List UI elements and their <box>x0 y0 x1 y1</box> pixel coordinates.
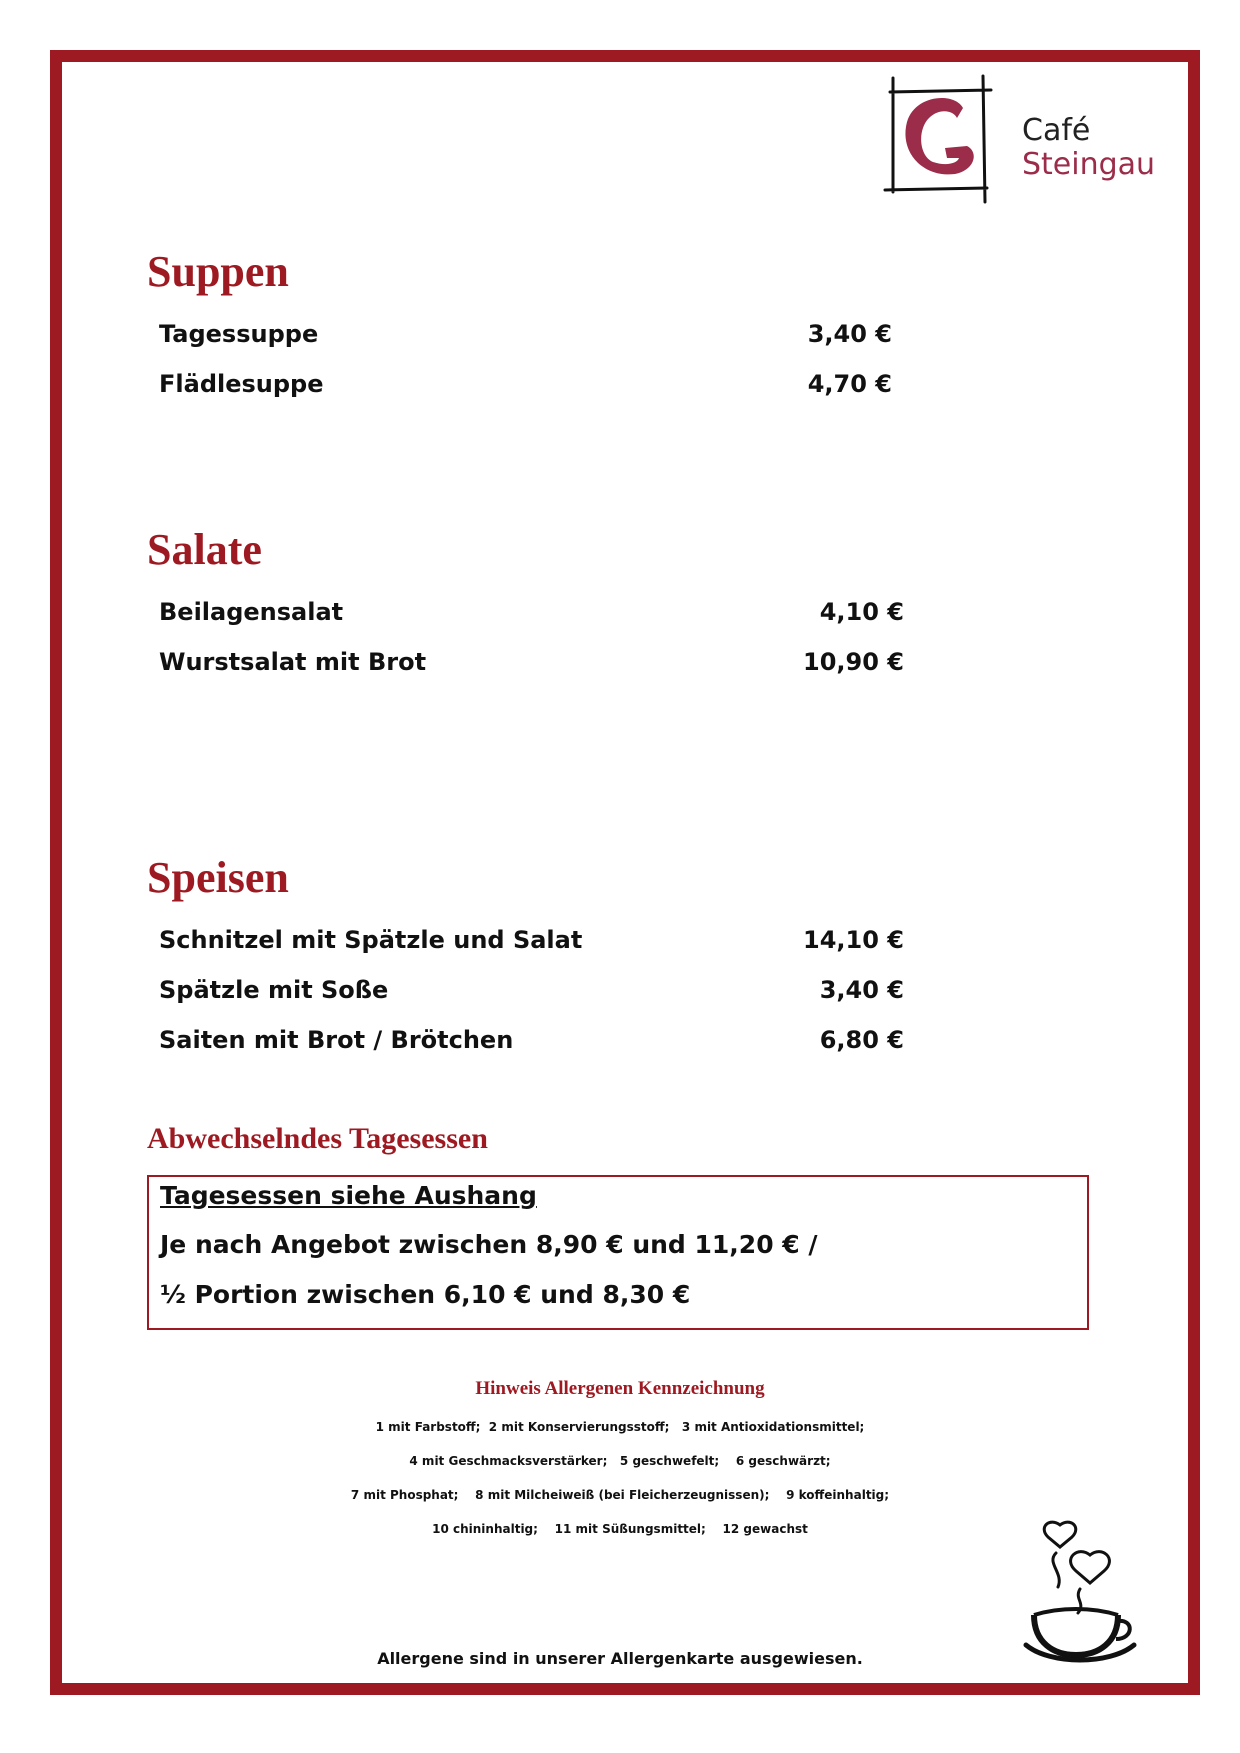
section-title-suppen: Suppen <box>147 247 289 296</box>
menu-item-price: 4,70 € <box>807 370 892 398</box>
menu-item-price: 10,90 € <box>803 648 904 676</box>
allergen-footer-note: Allergene sind in unserer Allergenkarte ausgewiesen. <box>377 1649 863 1668</box>
logo-text <box>1022 114 1155 182</box>
allergen-line: 1 mit Farbstoff; 2 mit Konservierungsstoff; 3 mit Antioxidationsmittel; <box>375 1420 865 1434</box>
menu-item-price: 3,40 € <box>819 976 904 1004</box>
tagesessen-line-3: ½ Portion zwischen 6,10 € und 8,30 € <box>160 1280 691 1309</box>
section-title-salate: Salate <box>147 525 262 574</box>
menu-item-name: Tagessuppe <box>159 320 319 348</box>
allergen-line: 4 mit Geschmacksverstärker; 5 geschwefelt; 6 geschwärzt; <box>409 1454 831 1468</box>
menu-item-price: 6,80 € <box>819 1026 904 1054</box>
allergen-line: 7 mit Phosphat; 8 mit Milcheiweiß (bei Fleicherzeugnissen); 9 koffeinhaltig; <box>350 1488 890 1502</box>
menu-item-price: 4,10 € <box>819 598 904 626</box>
menu-item-price: 14,10 € <box>803 926 904 954</box>
tagesessen-line-2: Je nach Angebot zwischen 8,90 € und 11,20 € / <box>160 1230 818 1259</box>
allergen-title: Hinweis Allergenen Kennzeichnung <box>475 1378 765 1399</box>
section-title-speisen: Speisen <box>147 853 289 902</box>
menu-item-price: 3,40 € <box>807 320 892 348</box>
menu-item-name: Spätzle mit Soße <box>159 976 389 1004</box>
coffee-cup-hearts-icon <box>1020 1515 1140 1665</box>
allergen-line: 10 chininhaltig; 11 mit Süßungsmittel; 12 gewachst <box>432 1522 808 1536</box>
menu-item-name: Flädlesuppe <box>159 370 324 398</box>
logo-line-cafe: Café <box>1022 113 1091 148</box>
tagesessen-line-1: Tagesessen siehe Aushang <box>160 1181 537 1210</box>
menu-item-name: Beilagensalat <box>159 598 344 626</box>
menu-item-name: Wurstsalat mit Brot <box>159 648 427 676</box>
menu-item-name: Schnitzel mit Spätzle und Salat <box>159 926 583 954</box>
logo-line-steingau: Steingau <box>1022 147 1156 182</box>
section-title-tagesessen: Abwechselndes Tagesessen <box>147 1122 488 1155</box>
menu-item-name: Saiten mit Brot / Brötchen <box>159 1026 514 1054</box>
